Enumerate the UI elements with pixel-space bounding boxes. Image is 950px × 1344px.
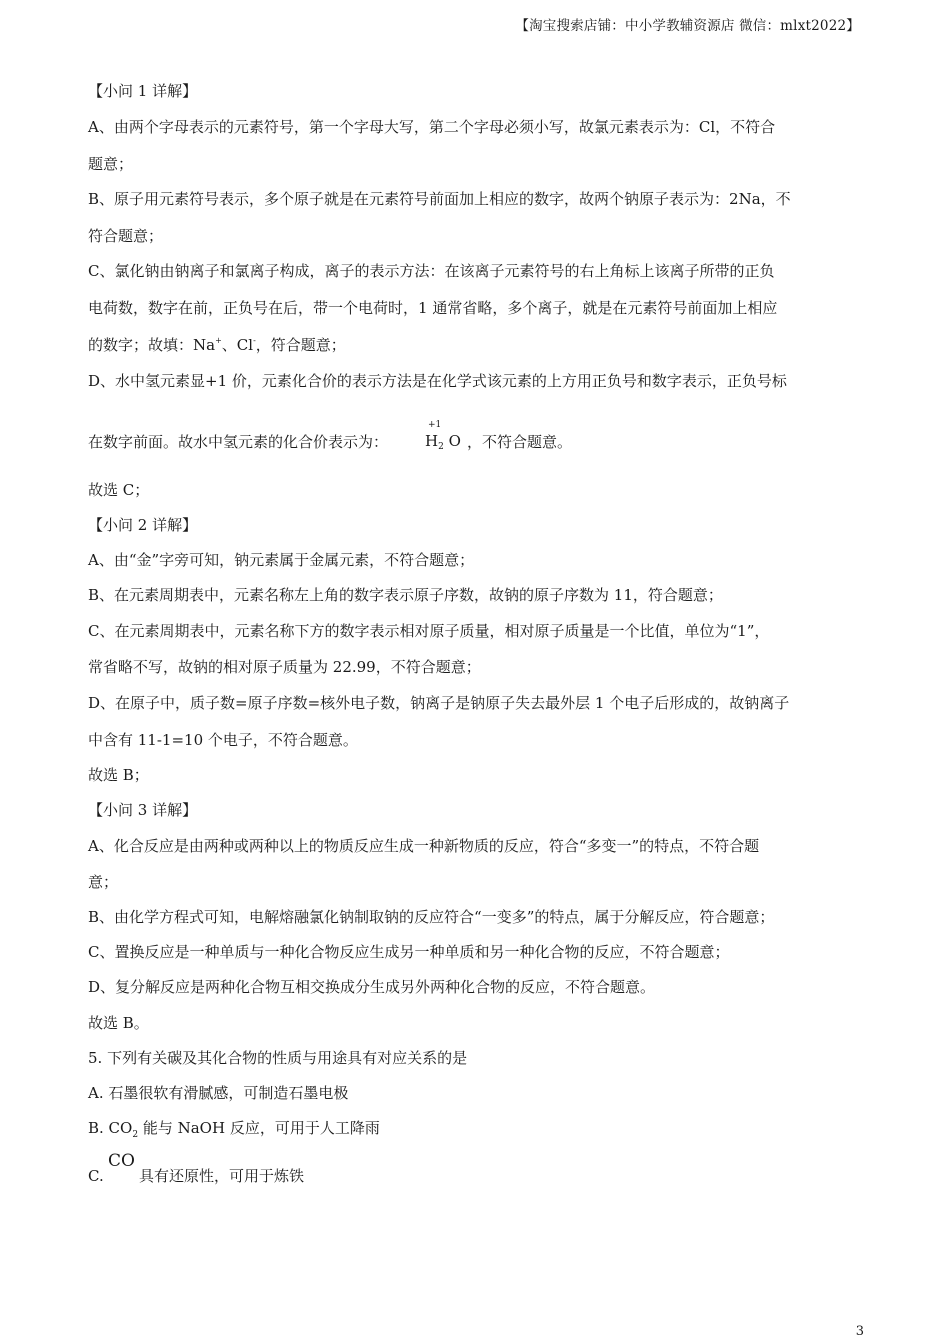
q2-c-line2: 常省略不写，故钠的相对原子质量为 22.99，不符合题意； [88, 658, 481, 676]
cl-charge: - [253, 336, 256, 345]
q1-c3-mid: 、Cl [221, 336, 254, 354]
q2-title: 【小问 2 详解】 [88, 516, 198, 534]
q1-d-line2-pre: 在数字前面。故水中氢元素的化合价表示为： [88, 433, 389, 451]
q1-a-line2: 题意； [88, 155, 134, 173]
q2-answer: 故选 B； [88, 766, 149, 784]
page-header: 【淘宝搜索店铺：中小学教辅资源店 微信：mlxt2022】 [515, 18, 860, 34]
q2-a: A、由“金”字旁可知，钠元素属于金属元素，不符合题意； [88, 551, 475, 569]
na-charge: + [215, 336, 222, 345]
q1-d-line2-post: ，不符合题意。 [467, 433, 573, 451]
q3-answer: 故选 B。 [88, 1014, 149, 1032]
q5-option-a: A. 石墨很软有滑腻感，可制造石墨电极 [88, 1084, 349, 1102]
page-number: 3 [855, 1324, 864, 1339]
q3-a-line2: 意； [88, 873, 119, 891]
q1-title: 【小问 1 详解】 [88, 82, 198, 100]
q2-d-line1: D、在原子中，质子数=原子序数=核外电子数，钠离子是钠原子失去最外层 1 个电子后形成的，故钠离子 [88, 694, 790, 712]
water-formula [425, 432, 461, 450]
q1-c-line3 [88, 335, 346, 358]
q3-title: 【小问 3 详解】 [88, 801, 198, 819]
q3-b: B、由化学方程式可知，电解熔融氯化钠制取钠的反应符合“一变多”的特点，属于分解反应，符合题意； [88, 908, 775, 926]
q1-answer: 故选 C； [88, 481, 150, 499]
q2-d-line2: 中含有 11-1=10 个电子，不符合题意。 [88, 731, 358, 749]
q3-d: D、复分解反应是两种化合物互相交换成分生成另外两种化合物的反应，不符合题意。 [88, 978, 656, 996]
q3-a-line1: A、化合反应是由两种或两种以上的物质反应生成一种新物质的反应，符合“多变一”的特点，不符合题 [88, 837, 760, 855]
hydrogen-valence: +1 [428, 420, 442, 430]
q5-option-b [88, 1118, 380, 1141]
q3-c: C、置换反应是一种单质与一种化合物反应生成另一种单质和另一种化合物的反应，不符合题意； [88, 943, 730, 961]
formula-o: O [448, 432, 461, 450]
q5-option-b-post: 能与 NaOH 反应，可用于人工降雨 [138, 1119, 380, 1137]
q1-c3-pre: 的数字；故填：Na [88, 336, 216, 354]
q1-b-line2: 符合题意； [88, 227, 164, 245]
q5-option-b-pre: B. CO [88, 1119, 133, 1137]
q2-c-line1: C、在元素周期表中，元素名称下方的数字表示相对原子质量，相对原子质量是一个比值，单位为“1”， [88, 622, 770, 640]
q5-option-c-text: 具有还原性，可用于炼铁 [139, 1167, 305, 1185]
q5-stem: 5. 下列有关碳及其化合物的性质与用途具有对应关系的是 [88, 1049, 468, 1067]
q1-c-line2: 电荷数，数字在前，正负号在后，带一个电荷时，1 通常省略，多个离子，就是在元素符号前面加上相应 [88, 299, 778, 317]
co2-subscript: 2 [132, 1130, 139, 1140]
q5-option-c-label: C. [88, 1167, 104, 1185]
q2-b: B、在元素周期表中，元素名称左上角的数字表示原子序数，故钠的原子序数为 11，符合题意； [88, 586, 723, 604]
formula-h: H [425, 432, 439, 450]
q1-c3-post: ，符合题意； [255, 336, 346, 354]
formula-subscript: 2 [438, 442, 444, 452]
q1-a-line1: A、由两个字母表示的元素符号，第一个字母大写，第二个字母必须小写，故氯元素表示为：Cl，不符合 [88, 118, 776, 136]
co-formula: CO [108, 1151, 135, 1171]
q1-d-line1: D、水中氢元素显+1 价，元素化合价的表示方法是在化学式该元素的上方用正负号和数字表示，正负号标 [88, 372, 787, 390]
q1-c-line1: C、氯化钠由钠离子和氯离子构成，离子的表示方法：在该离子元素符号的右上角标上该离子所带的正负 [88, 262, 775, 280]
q1-b-line1: B、原子用元素符号表示，多个原子就是在元素符号前面加上相应的数字，故两个钠原子表示为：2Na，不 [88, 190, 791, 208]
